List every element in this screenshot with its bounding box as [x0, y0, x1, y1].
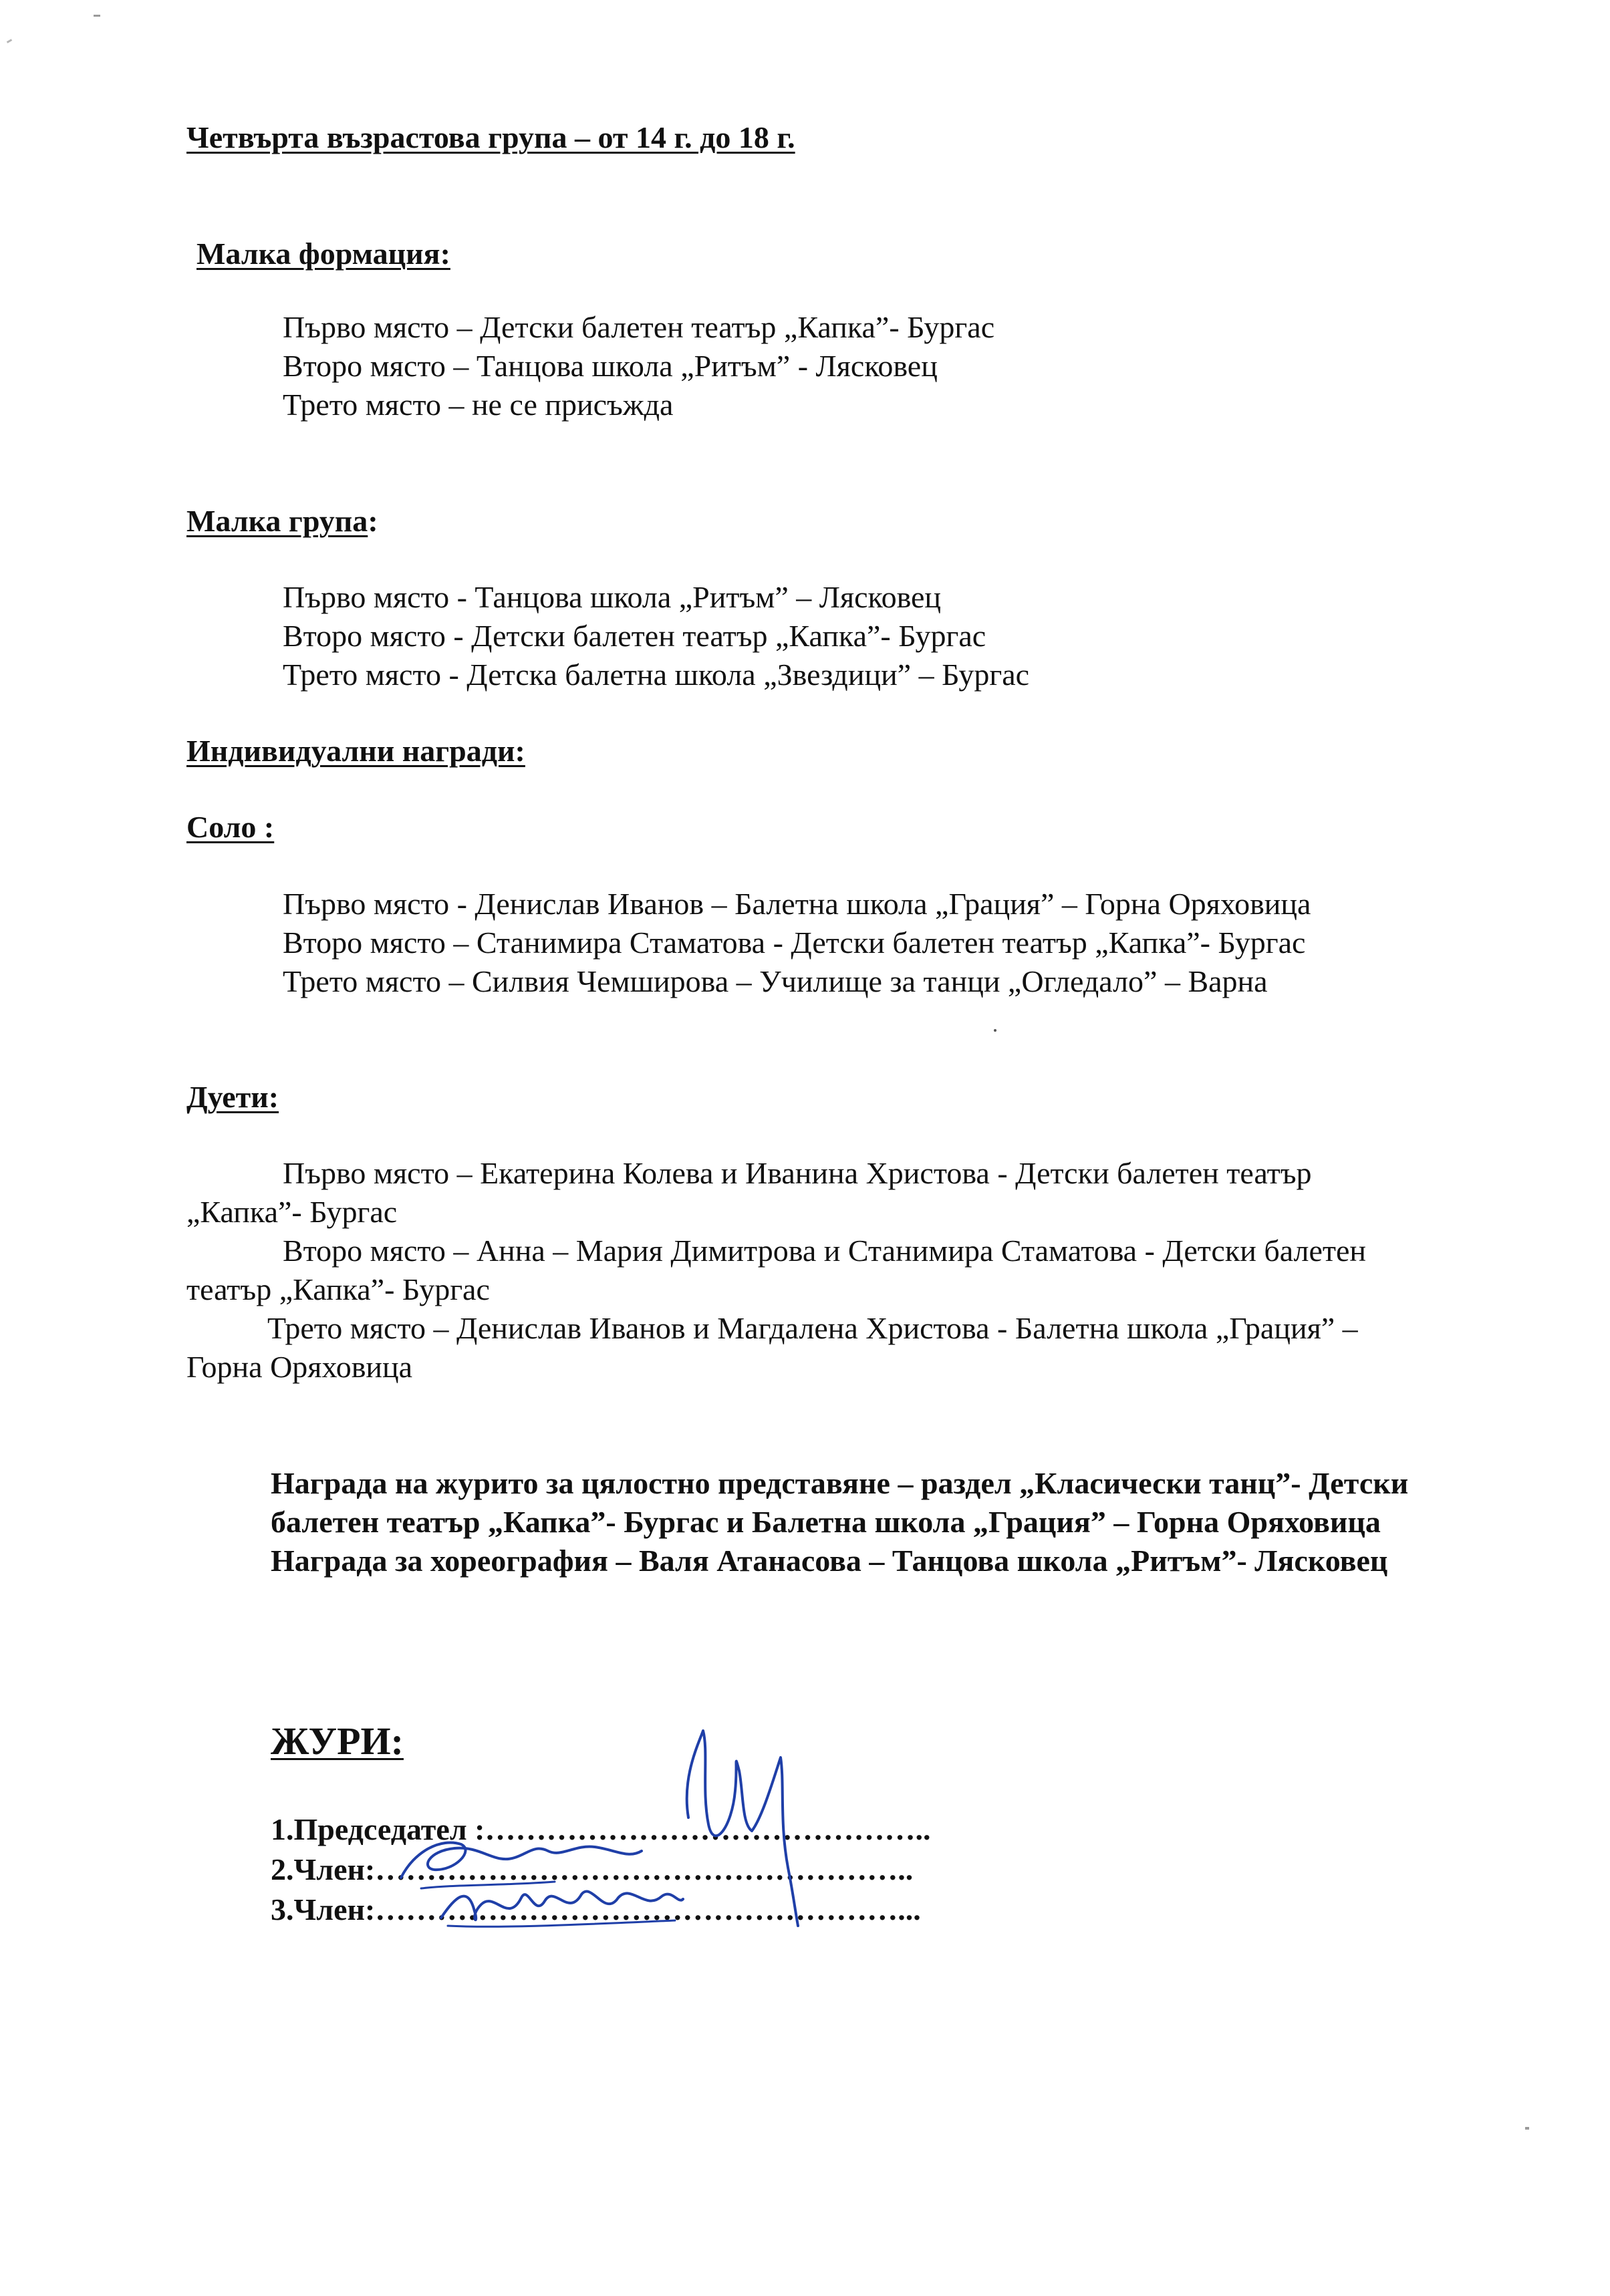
duets-second-line1: Второ място – Анна – Мария Димитрова и Станимира Стаматова - Детски балетен: [283, 1234, 1367, 1268]
jury-title: ЖУРИ:: [271, 1719, 404, 1763]
small-group-second: Второ място - Детски балетен театър „Капка”- Бургас: [283, 619, 986, 653]
scan-speck: [7, 39, 12, 43]
duets-third-line1: Трето място – Денислав Иванов и Магдалена Христова - Балетна школа „Грация” –: [267, 1311, 1358, 1345]
award-jury-line2: балетен театър „Капка”- Бургас и Балетна школа „Грация” – Горна Оряховица: [271, 1505, 1381, 1539]
duets-third-line2: Горна Оряховица: [186, 1350, 413, 1384]
section-title-small-group: Малка група:: [186, 504, 378, 538]
jury-member-2-line: 2.Член:……………………………………………..: [271, 1852, 914, 1886]
small-group-first: Първо място - Танцова школа „Ритъм” – Лясковец: [283, 580, 942, 614]
solo-third: Трето място – Силвия Чемширова – Училище за танци „Огледало” – Варна: [283, 964, 1268, 998]
page-heading: Четвърта възрастова група – от 14 г. до 18 г.: [186, 120, 795, 154]
small-formation-first: Първо място – Детски балетен театър „Капка”- Бургас: [283, 310, 995, 344]
award-choreography: Награда за хореография – Валя Атанасова – Танцова школа „Ритъм”- Лясковец: [271, 1544, 1388, 1578]
section-title-small-formation: Малка формация:: [196, 237, 450, 271]
solo-second: Второ място – Станимира Стаматова - Детски балетен театър „Капка”- Бургас: [283, 925, 1306, 960]
section-title-duets: Дуети:: [186, 1080, 279, 1114]
duets-first-line2: „Капка”- Бургас: [186, 1195, 398, 1229]
duets-second-line2: театър „Капка”- Бургас: [186, 1272, 490, 1306]
jury-chairman-line: 1.Председател :……………………………………..: [271, 1812, 931, 1846]
section-title-individual: Индивидуални награди:: [186, 734, 525, 768]
small-formation-second: Второ място – Танцова школа „Ритъм” - Лясковец: [283, 349, 938, 383]
solo-first: Първо място - Денислав Иванов – Балетна школа „Грация” – Горна Оряховица: [283, 887, 1311, 921]
duets-first-line1: Първо място – Екатерина Колева и Иванина Христова - Детски балетен театър: [283, 1156, 1312, 1190]
section-title-solo: Соло :: [186, 810, 275, 844]
scan-speck: [94, 15, 100, 17]
scan-speck: [994, 1029, 996, 1032]
small-group-third: Трето място - Детска балетна школа „Звездици” – Бургас: [283, 658, 1030, 692]
small-formation-third: Трето място – не се присъжда: [283, 388, 674, 422]
jury-member-3-line: 3.Член:……………………………………………...: [271, 1892, 921, 1926]
award-jury-line1: Награда на журито за цялостно представяне – раздел „Класически танц”- Детски: [271, 1466, 1409, 1500]
scan-speck: [1525, 2127, 1529, 2130]
